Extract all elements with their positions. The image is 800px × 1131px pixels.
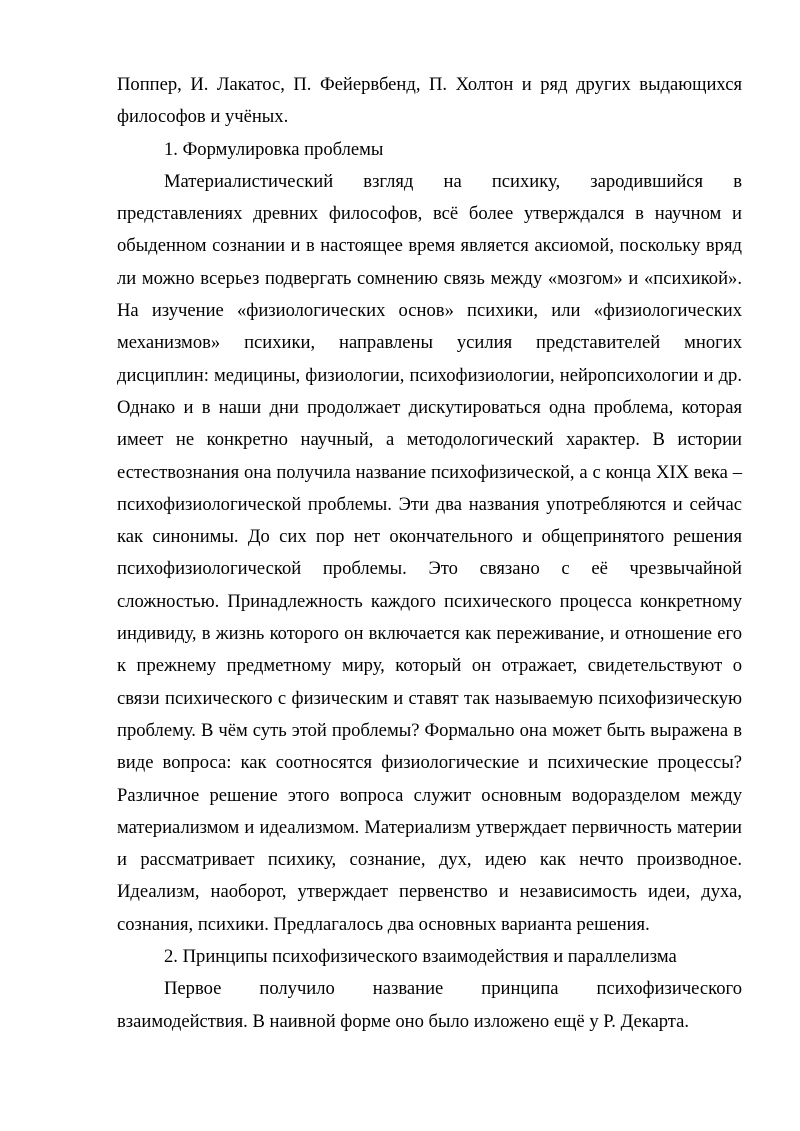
paragraph-continuation: Поппер, И. Лакатос, П. Фейервбенд, П. Холтон и ряд других выдающихся философов и учёных. — [117, 74, 742, 128]
section-heading-2: 2. Принципы психофизического взаимодействия и параллелизма — [164, 946, 677, 968]
paragraph-problem-statement: Материалистический взгляд на психику, зародившийся в представлениях древних философов, всё более утверждался в научном и обыденном сознании и в настоящее время является аксиомой, поскольку вряд ли можно всерьез подвергать сомнению связь между «мозгом» и «психикой». На изучение «физиологических основ» психики, или «физиологических механизмов» психики, направлены усилия представителей многих дисциплин: медицины, физиологии, психофизиологии, нейропсихологии и др. Однако и в наши дни продолжает дискутироваться одна проблема, которая имеет не конкретно научный, а методологический характер. В истории естествознания она получила название психофизической, а с конца XIX века – психофизиологической проблемы. Эти два названия употребляются и сейчас как синонимы. До сих пор нет окончательного и общепринятого решения психофизиологической проблемы. Это связано с её чрезвычайной сложностью. Принадлежность каждого психического процесса конкретному индивиду, в жизнь которого он включается как переживание, и отношение его к прежнему предметному миру, который он отражает, свидетельствуют о связи психического с физическим и ставят так называемую психофизическую проблему. В чём суть этой проблемы? Формально она может быть выражена в виде вопроса: как соотносятся физиологические и психические процессы? Различное решение этого вопроса служит основным водоразделом между материализмом и идеализмом. Материализм утверждает первичность материи и рассматривает психику, сознание, дух, идею как нечто производное. Идеализм, наоборот, утверждает первенство и независимость идеи, духа, сознания, психики. Предлагалось два основных варианта решения. — [117, 170, 742, 935]
section-heading-1: 1. Формулировка проблемы — [164, 138, 384, 160]
paragraph-interaction-principle: Первое получило название принципа психофизического взаимодействия. В наивной форме оно было изложено ещё у Р. Декарта. — [117, 978, 742, 1032]
document-page — [117, 69, 742, 1038]
